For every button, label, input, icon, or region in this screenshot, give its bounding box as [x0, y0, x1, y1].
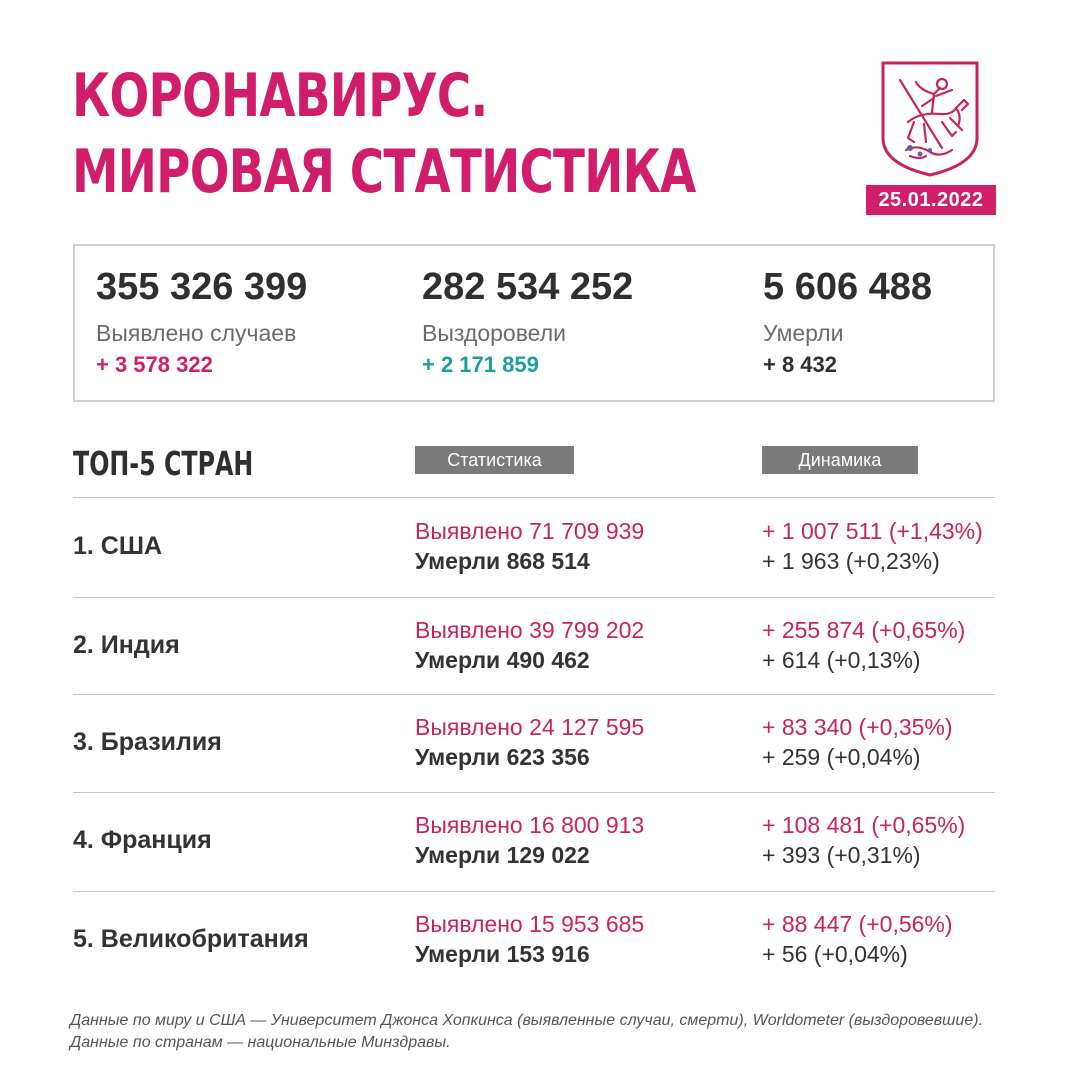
country-cases-change: + 88 447 (+0,56%) [762, 911, 953, 937]
country-row [0, 891, 1080, 987]
world-summary-box [73, 244, 995, 402]
summary-delta: + 8 432 [763, 352, 838, 377]
column-header-dynamics: Динамика [762, 446, 918, 474]
country-deaths: Умерли 623 356 [415, 744, 590, 770]
summary-delta: + 2 171 859 [422, 352, 539, 377]
country-row [0, 597, 1080, 693]
country-name: 4. Франция [73, 826, 212, 854]
country-name: 2. Индия [73, 631, 180, 659]
country-cases-change: + 108 481 (+0,65%) [762, 812, 966, 838]
country-row [0, 792, 1080, 888]
country-cases: Выявлено 71 709 939 [415, 518, 645, 544]
country-cases: Выявлено 16 800 913 [415, 812, 645, 838]
title-line-2: МИРОВАЯ СТАТИСТИКА [72, 137, 696, 207]
summary-value: 355 326 399 [96, 266, 308, 308]
country-cases-change: + 1 007 511 (+1,43%) [762, 518, 983, 544]
source-footnote: Данные по миру и США — Университет Джонса Хопкинса (выявленные случаи, смерти), Worldometer (выздоровевшие). Данные по странам — национальные Минздравы. [70, 1012, 983, 1051]
country-cases: Выявлено 39 799 202 [415, 617, 645, 643]
country-deaths: Умерли 129 022 [415, 842, 590, 868]
summary-label: Выявлено случаев [96, 320, 297, 346]
country-name: 3. Бразилия [73, 728, 222, 756]
title-line-1: КОРОНАВИРУС. [72, 61, 488, 131]
country-cases: Выявлено 24 127 595 [415, 714, 645, 740]
column-header-statistics: Статистика [415, 446, 574, 474]
summary-value: 5 606 488 [763, 266, 933, 308]
summary-label: Выздоровели [422, 320, 566, 346]
country-cases-change: + 83 340 (+0,35%) [762, 714, 953, 740]
country-deaths-change: + 1 963 (+0,23%) [762, 548, 940, 574]
date-badge: 25.01.2022 [866, 185, 996, 215]
country-name: 1. США [73, 532, 163, 560]
country-row [0, 694, 1080, 790]
page-title [72, 58, 696, 210]
country-deaths-change: + 614 (+0,13%) [762, 647, 921, 673]
country-deaths: Умерли 153 916 [415, 941, 590, 967]
country-cases: Выявлено 15 953 685 [415, 911, 645, 937]
country-deaths-change: + 259 (+0,04%) [762, 744, 921, 770]
summary-delta: + 3 578 322 [96, 352, 213, 377]
country-cases-change: + 255 874 (+0,65%) [762, 617, 966, 643]
summary-label: Умерли [763, 320, 844, 346]
moscow-coat-of-arms-icon [880, 60, 980, 178]
country-row [0, 498, 1080, 594]
summary-value: 282 534 252 [422, 266, 634, 308]
country-deaths: Умерли 490 462 [415, 647, 590, 673]
country-deaths-change: + 56 (+0,04%) [762, 941, 908, 967]
top5-title: ТОП-5 СТРАН [73, 444, 254, 483]
country-deaths-change: + 393 (+0,31%) [762, 842, 921, 868]
country-deaths: Умерли 868 514 [415, 548, 590, 574]
country-name: 5. Великобритания [73, 925, 309, 953]
